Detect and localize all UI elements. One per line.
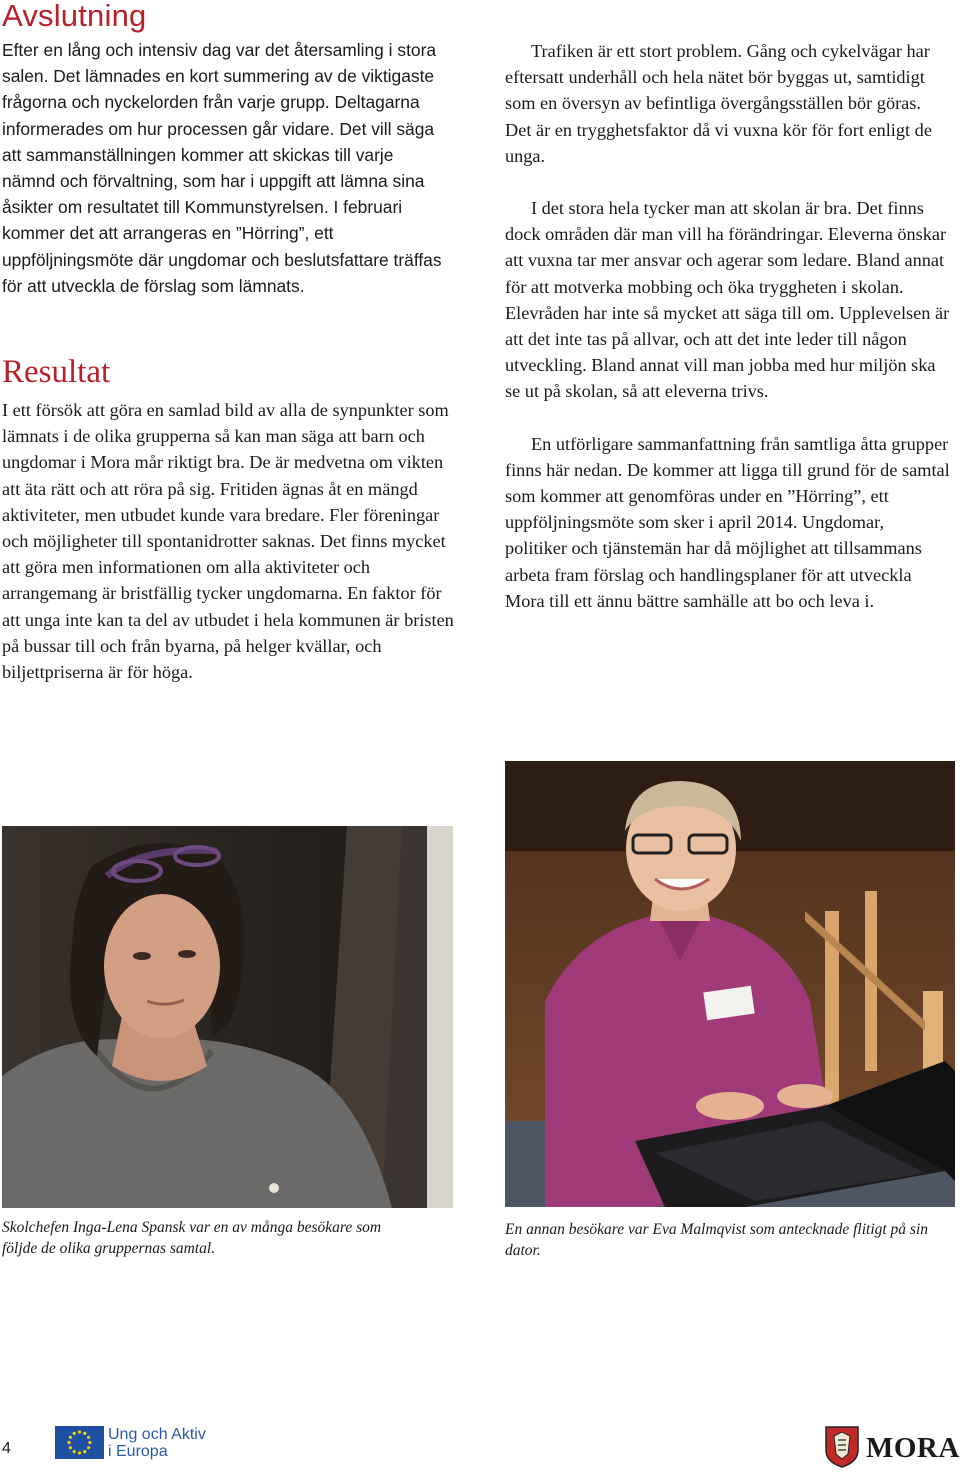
right-column — [505, 38, 950, 614]
caption-left-photo: Skolchefen Inga-Lena Spansk var en av många besökare som följde de olika gruppernas samtal. — [2, 1219, 382, 1257]
right-paragraph-1: Trafiken är ett stort problem. Gång och cykelvägar har eftersatt underhåll och hela nätet bör byggas ut, samtidigt som en översyn av befintliga övergångsställen bör göras. Det är en trygghetsfaktor då vi vuxna kör för fort enligt de unga. — [505, 41, 932, 166]
resultat-paragraph: I ett försök att göra en samlad bild av alla de synpunkter som lämnats i de olika grupperna så kan man säga att barn och ungdomar i Mora mår riktigt bra. De är medvetna om vikten att äta rätt och att röra på sig. Fritiden ägnas åt en mängd aktiviteter, men utbudet kunde vara bredare. Fler föreningar och möjligheter till spontanidrotter saknas. Det finns mycket att göra men informationen om alla aktiviteter och arrangemang är bristfällig tycker ungdomarna. En faktor för att unga inte kan ta del av utbudet i hela kommunen är bristen på bussar till och från byarna, på helger kvällar, och biljettpriserna är för höga. — [2, 400, 454, 683]
left-column-bottom — [2, 397, 457, 685]
right-paragraph-2: I det stora hela tycker man att skolan är bra. Det finns dock områden där man vill ha förändringar. Eleverna önskar att vuxna tar mer ansvar och agerar som ledare. Bland annat för att motverka mobbing och öka tryggheten i skolan. Elevråden har inte så mycket att säga till om. Upplevelsen är att det inte tas på allvar, och att det inte leder till någon utveckling. Bland annat vill man jobba med hur miljön ska se ut på skolan, så att eleverna trivs. — [505, 198, 950, 402]
left-column-top — [2, 37, 450, 299]
mora-coat-of-arms-icon — [825, 1426, 859, 1468]
photo-eva-malmqvist-illustration — [505, 761, 955, 1207]
caption-right-photo: En annan besökare var Eva Malmqvist som antecknade flitigt på sin dator. — [505, 1221, 929, 1259]
right-paragraph-3: En utförligare sammanfattning från samtliga åtta grupper finns här nedan. De kommer att ligga till grund för de samtal som kommer att genomföras under en ”Hörring”, ett uppföljningsmöte som sker i april 2014. Ungdomar, politiker och tjänstemän har då möjlighet att tillsammans arbeta fram förslag och handlingsplaner för att utveckla Mora till ett ännu bättre samhälle att bo och leva i. — [505, 433, 950, 611]
photo-inga-lena-spansk — [2, 826, 453, 1208]
eu-program-line-1: Ung och Aktiv — [108, 1426, 206, 1443]
photo-inga-lena-illustration — [2, 826, 453, 1208]
eu-flag-icon — [55, 1426, 104, 1459]
mora-logo-text: MORA — [866, 1432, 960, 1464]
heading-resultat: Resultat — [2, 354, 111, 390]
eu-program-line-2: i Europa — [108, 1443, 168, 1460]
avslutning-paragraph: Efter en lång och intensiv dag var det återsamling i stora salen. Det lämnades en kort summering av de viktigaste frågorna och nyckelorden från varje grupp. Deltagarna informerades om hur processen går vidare. Det vill säga att sammanställningen kommer att skickas till varje nämnd och förvaltning, som har i uppgift att lämna sina åsikter om resultatet till Kommunstyrelsen. I februari kommer det att arrangeras en ”Hörring”, ett uppföljningsmöte där ungdomar och beslutsfattare träffas för att utveckla de förslag som lämnats. — [2, 40, 442, 296]
eu-program-label — [108, 1426, 206, 1460]
photo-eva-malmqvist — [505, 761, 955, 1207]
heading-avslutning: Avslutning — [2, 0, 147, 33]
page-number: 4 — [2, 1440, 11, 1457]
